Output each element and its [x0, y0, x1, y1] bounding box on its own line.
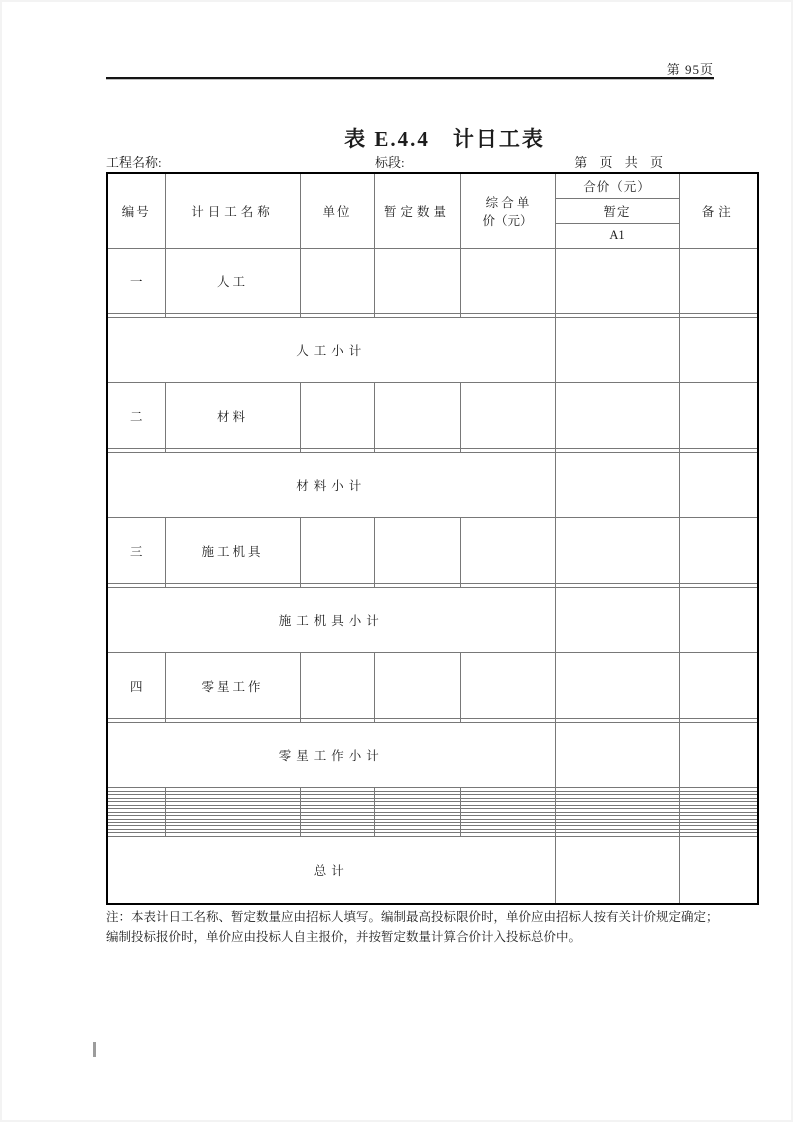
cell-number: 一	[107, 248, 165, 314]
cell-total-price	[555, 317, 679, 383]
daywork-table-header	[107, 173, 758, 248]
col-header-number: 编号	[107, 173, 165, 248]
col-header-total-price: 合价（元）	[555, 173, 679, 198]
cell-qty	[374, 383, 460, 449]
header-rule	[106, 77, 714, 80]
page-number: 第 95页	[666, 62, 714, 77]
cell-name: 施工机具	[165, 518, 300, 584]
cell-qty	[374, 248, 460, 314]
cell-total-price	[555, 587, 679, 653]
cell-total-price	[555, 452, 679, 518]
table-row	[107, 452, 758, 518]
cell-number: 三	[107, 518, 165, 584]
cell-qty	[374, 653, 460, 719]
cell-name: 零星工作	[165, 653, 300, 719]
col-header-total-sub1: 暂定	[555, 198, 679, 223]
cell-total-price	[555, 518, 679, 584]
cell-remark	[679, 836, 758, 904]
cell-unit	[300, 248, 374, 314]
subtotal-label: 材料小计	[107, 452, 555, 518]
cell-remark	[679, 383, 758, 449]
cell-remark	[679, 722, 758, 788]
cell-unit	[300, 518, 374, 584]
table-row	[107, 518, 758, 584]
table-row	[107, 653, 758, 719]
table-row	[107, 836, 758, 904]
cell-total-price	[555, 653, 679, 719]
form-info-row	[106, 152, 757, 172]
cell-unit	[300, 383, 374, 449]
cell-unit-price	[460, 248, 555, 314]
page-of-label: 第 页 共 页	[574, 155, 663, 170]
cell-remark	[679, 587, 758, 653]
cell-remark	[679, 452, 758, 518]
footnote: 注：本表计日工名称、暂定数量应由招标人填写。编制最高投标限价时，单价应由招标人按有关计价规定确定；编制投标报价时，单价应由投标人自主报价，并按暂定数量计算合价计入投标总价中。	[106, 910, 719, 944]
section-label: 标段:	[375, 155, 405, 170]
cell-remark	[679, 248, 758, 314]
page-title: 表 E.4.4 计日工表	[344, 127, 545, 151]
table-row	[107, 722, 758, 788]
cell-unit	[300, 653, 374, 719]
subtotal-label: 零星工作小计	[107, 722, 555, 788]
col-header-total-sub2: A1	[555, 223, 679, 248]
table-row	[107, 587, 758, 653]
cell-unit-price	[460, 383, 555, 449]
cell-remark	[679, 317, 758, 383]
cell-total-price	[555, 836, 679, 904]
cell-number: 四	[107, 653, 165, 719]
cell-total-price	[555, 383, 679, 449]
daywork-table-body	[107, 248, 758, 904]
subtotal-label: 施工机具小计	[107, 587, 555, 653]
total-label: 总计	[107, 836, 555, 904]
cell-total-price	[555, 722, 679, 788]
cell-remark	[679, 653, 758, 719]
daywork-table	[106, 172, 759, 905]
cell-remark	[679, 518, 758, 584]
subtotal-label: 人工小计	[107, 317, 555, 383]
cell-unit-price	[460, 653, 555, 719]
project-name-label: 工程名称:	[106, 155, 162, 170]
col-header-unit: 单位	[300, 173, 374, 248]
table-row	[107, 383, 758, 449]
unit-price-line1: 综 合 单	[485, 195, 530, 210]
cell-unit-price	[460, 518, 555, 584]
table-row	[107, 317, 758, 383]
table-row	[107, 248, 758, 314]
col-header-unit-price	[460, 173, 555, 248]
cell-total-price	[555, 248, 679, 314]
cell-name: 材料	[165, 383, 300, 449]
col-header-name: 计日工名称	[165, 173, 300, 248]
cell-qty	[374, 518, 460, 584]
header-row-1	[107, 173, 758, 198]
col-header-remark: 备注	[679, 173, 758, 248]
cell-name: 人工	[165, 248, 300, 314]
col-header-qty: 暂定数量	[374, 173, 460, 248]
cell-number: 二	[107, 383, 165, 449]
unit-price-line2: 价（元）	[482, 213, 533, 228]
cursor-artifact	[93, 1042, 96, 1057]
